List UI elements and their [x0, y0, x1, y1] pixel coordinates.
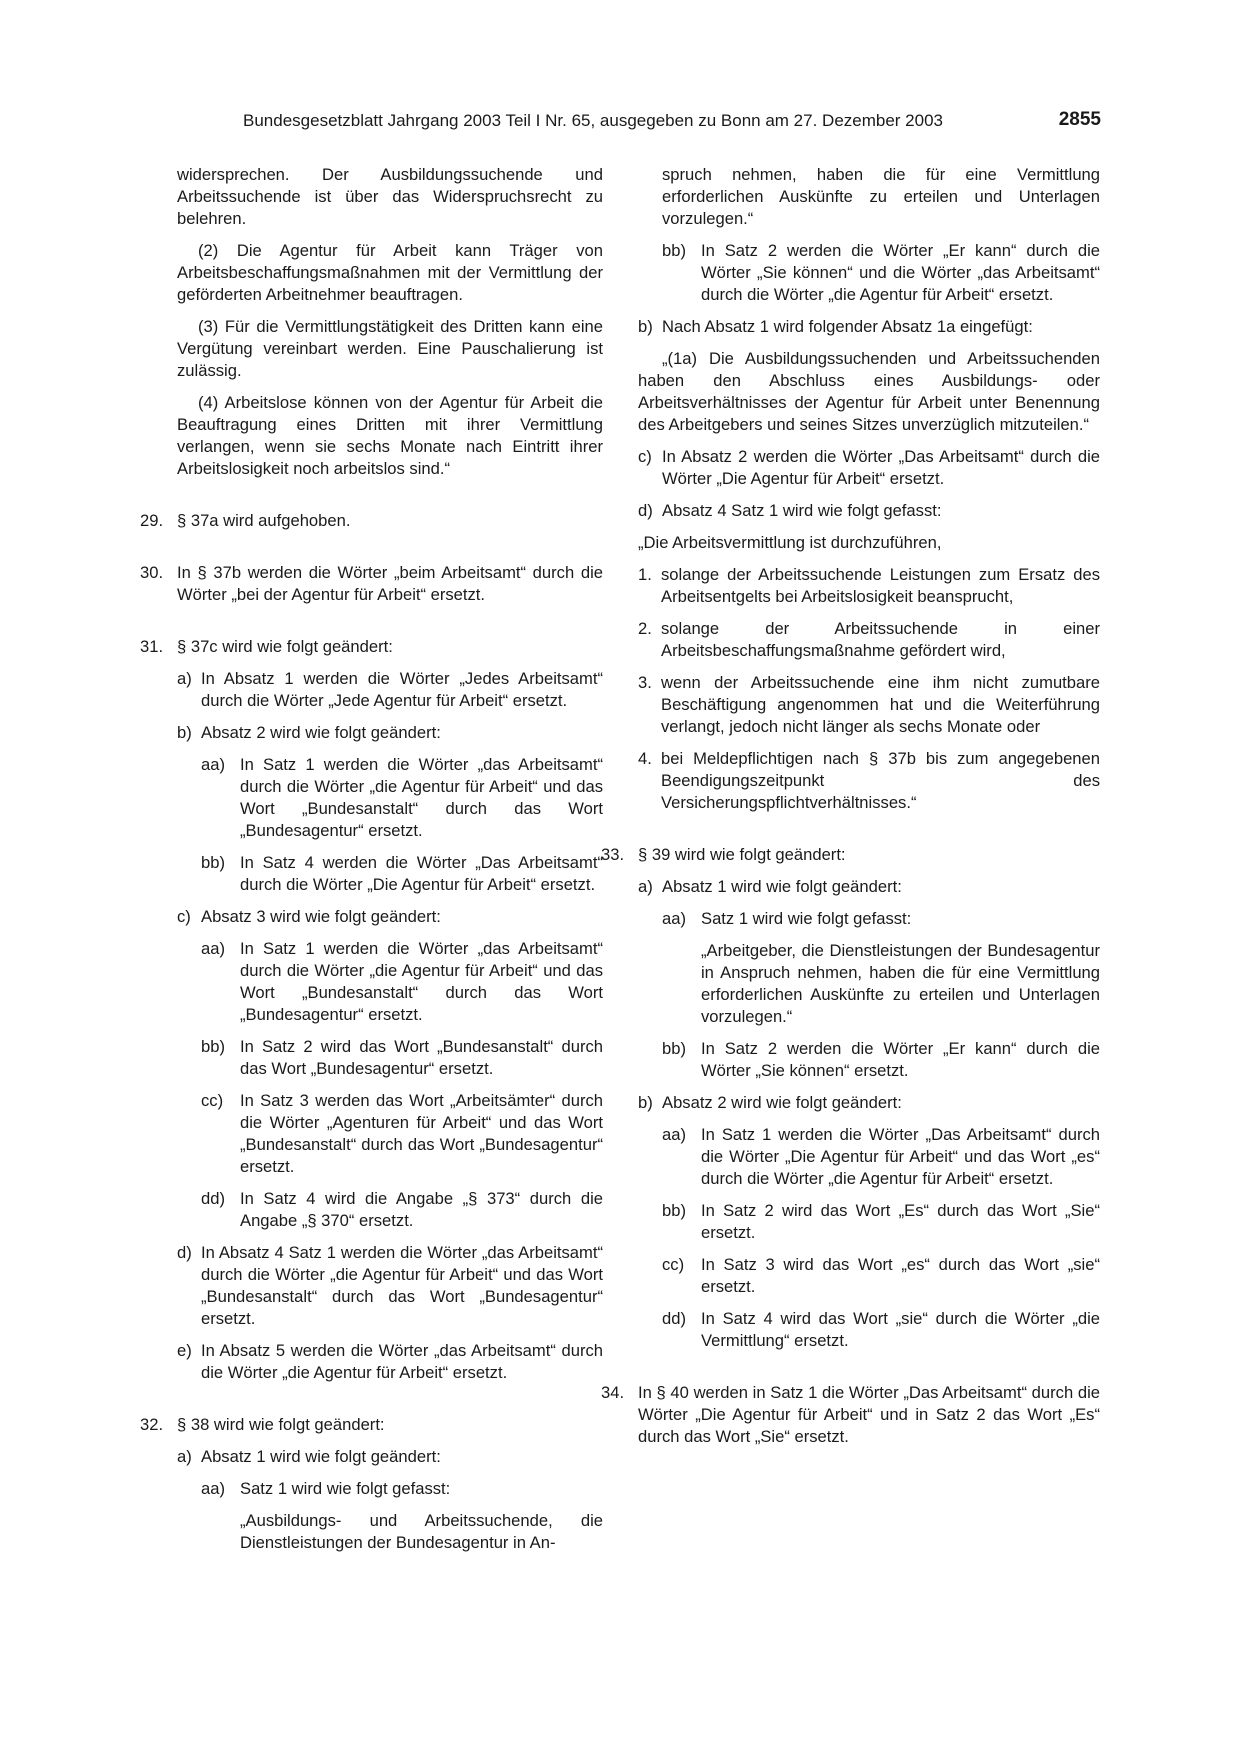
- item-text: § 37c wird wie folgt geändert:: [177, 637, 393, 656]
- item-32-d-1: [638, 564, 1100, 608]
- item-label: bb): [201, 853, 225, 872]
- item-text: § 39 wird wie folgt geändert:: [638, 845, 846, 864]
- item-31-c-cc: [177, 1090, 603, 1178]
- item-text: In Satz 2 wird das Wort „Bundesanstalt“ durch das Wort „Bundesagentur“ ersetzt.: [240, 1037, 603, 1078]
- item-label: cc): [201, 1091, 224, 1110]
- item-text: In Satz 1 werden die Wörter „das Arbeitsamt“ durch die Wörter „die Agentur für Arbeit“ und das Wort „Bundesanstalt“ durch das Wort „Bundesagentur“ ersetzt.: [240, 939, 603, 1024]
- item-label: b): [177, 723, 192, 742]
- item-text: In Satz 1 werden die Wörter „Das Arbeitsamt“ durch die Wörter „Die Agentur für Arbeit“ und das Wort „es“ durch die Wörter „die Agentur für Arbeit“ ersetzt.: [701, 1125, 1100, 1188]
- item-label: aa): [662, 909, 686, 928]
- item-text: In Satz 2 werden die Wörter „Er kann“ durch die Wörter „Sie können“ und die Wörter „das Arbeitsamt“ durch die Wörter „die Agentur für Arbeit“ ersetzt.: [701, 241, 1100, 304]
- item-label: 4.: [638, 749, 652, 768]
- item-33-a-aa: [638, 908, 1100, 930]
- item-label: 32.: [140, 1415, 164, 1434]
- item-31-c-dd: [177, 1188, 603, 1232]
- item-32-b: [638, 316, 1100, 338]
- item-33: [601, 844, 1100, 866]
- item-text: In Absatz 2 werden die Wörter „Das Arbeitsamt“ durch die Wörter „Die Agentur für Arbeit“ ersetzt.: [662, 447, 1100, 488]
- paragraph-2: (2) Die Agentur für Arbeit kann Träger von Arbeitsbeschaffungsmaßnahmen mit der Vermittlung der geförderten Arbeitnehmer beauftragen.: [177, 241, 603, 304]
- page-header: [243, 110, 1101, 140]
- item-label: 31.: [140, 637, 164, 656]
- item-text: Absatz 1 wird wie folgt geändert:: [662, 877, 902, 896]
- item-32-c: [638, 446, 1100, 490]
- item-33-b-bb: [638, 1200, 1100, 1244]
- item-32-a-bb: [638, 240, 1100, 306]
- item-text: In Absatz 1 werden die Wörter „Jedes Arbeitsamt“ durch die Wörter „Jede Agentur für Arbeit“ ersetzt.: [201, 669, 603, 710]
- item-text: In Satz 3 wird das Wort „es“ durch das Wort „sie“ ersetzt.: [701, 1255, 1100, 1296]
- item-label: 3.: [638, 673, 652, 692]
- item-label: dd): [662, 1309, 686, 1328]
- item-text: § 37a wird aufgehoben.: [177, 511, 351, 530]
- item-label: bb): [201, 1037, 225, 1056]
- item-label: bb): [662, 241, 686, 260]
- item-label: 29.: [140, 511, 164, 530]
- item-label: c): [638, 447, 652, 466]
- item-32-a: [177, 1446, 603, 1468]
- quoted-text: „Arbeitgeber, die Dienstleistungen der Bundesagentur in Anspruch nehmen, haben die für eine Vermittlung erforderlichen Auskünfte zu erteilen und Unterlagen vorzulegen.“: [701, 941, 1100, 1026]
- item-33-b-aa: [638, 1124, 1100, 1190]
- item-text: In Satz 4 wird das Wort „sie“ durch die Wörter „die Vermittlung“ ersetzt.: [701, 1309, 1100, 1350]
- item-label: dd): [201, 1189, 225, 1208]
- item-text: In Satz 2 wird das Wort „Es“ durch das Wort „Sie“ ersetzt.: [701, 1201, 1100, 1242]
- item-text: Nach Absatz 1 wird folgender Absatz 1a eingefügt:: [662, 317, 1033, 336]
- quoted-text: „Ausbildungs- und Arbeitssuchende, die Dienstleistungen der Bundesagentur in An-: [240, 1511, 603, 1552]
- item-label: 33.: [601, 845, 625, 864]
- item-label: aa): [201, 755, 225, 774]
- item-label: b): [638, 317, 653, 336]
- item-34: [601, 1382, 1100, 1448]
- item-31-d: [177, 1242, 603, 1330]
- item-label: cc): [662, 1255, 685, 1274]
- item-31-e: [177, 1340, 603, 1384]
- item-label: 30.: [140, 563, 164, 582]
- item-label: c): [177, 907, 191, 926]
- page-number: 2855: [1058, 109, 1101, 130]
- item-text: In Satz 3 werden das Wort „Arbeitsämter“ durch die Wörter „Agenturen für Arbeit“ und das Wort „Bundesanstalt“ durch das Wort „Bundesagentur“ ersetzt.: [240, 1091, 603, 1176]
- item-label: 34.: [601, 1383, 625, 1402]
- item-label: d): [638, 501, 653, 520]
- item-31-b-aa: [177, 754, 603, 842]
- item-31: [140, 636, 603, 658]
- item-33-b-cc: [638, 1254, 1100, 1298]
- quoted-text: spruch nehmen, haben die für eine Vermittlung erforderlichen Auskünfte zu erteilen und Unterlagen vorzulegen.“: [662, 165, 1100, 228]
- item-text: Satz 1 wird wie folgt gefasst:: [701, 909, 912, 928]
- item-30: [140, 562, 603, 606]
- quote-32-a-aa: [177, 1510, 603, 1554]
- item-31-c-aa: [177, 938, 603, 1026]
- item-label: a): [638, 877, 653, 896]
- item-33-a-bb: [638, 1038, 1100, 1082]
- quote-32-d: [638, 532, 1100, 554]
- quote-33-a-aa: [638, 940, 1100, 1028]
- item-31-a: [177, 668, 603, 712]
- item-label: e): [177, 1341, 192, 1360]
- item-text: In § 40 werden in Satz 1 die Wörter „Das Arbeitsamt“ durch die Wörter „Die Agentur für Arbeit“ und in Satz 2 das Wort „Es“ durch das Wort „Sie“ ersetzt.: [638, 1383, 1100, 1446]
- item-label: bb): [662, 1039, 686, 1058]
- item-text: In § 37b werden die Wörter „beim Arbeitsamt“ durch die Wörter „bei der Agentur für Arbeit“ ersetzt.: [177, 563, 603, 604]
- item-text: wenn der Arbeitssuchende eine ihm nicht zumutbare Beschäftigung angenommen hat und die Weiterführung verlangt, jedoch nicht länger als sechs Monate oder: [661, 673, 1100, 736]
- item-label: 2.: [638, 619, 652, 638]
- item-label: 1.: [638, 565, 652, 584]
- item-31-c-bb: [177, 1036, 603, 1080]
- item-label: d): [177, 1243, 192, 1262]
- item-text: Absatz 1 wird wie folgt geändert:: [201, 1447, 441, 1466]
- item-text: Absatz 2 wird wie folgt geändert:: [662, 1093, 902, 1112]
- item-text: In Satz 4 werden die Wörter „Das Arbeitsamt“ durch die Wörter „Die Agentur für Arbeit“ ersetzt.: [240, 853, 603, 894]
- item-text: Satz 1 wird wie folgt gefasst:: [240, 1479, 451, 1498]
- item-label: aa): [662, 1125, 686, 1144]
- right-column: [601, 164, 1100, 1448]
- item-33-b-dd: [638, 1308, 1100, 1352]
- item-text: bei Meldepflichtigen nach § 37b bis zum angegebenen Beendigungszeitpunkt des Versicherungspflichtverhältnisses.“: [661, 749, 1100, 812]
- quoted-text: „(1a) Die Ausbildungssuchenden und Arbeitssuchenden haben den Abschluss eines Ausbildungs- oder Arbeitsverhältnisses der Agentur für Arbeit unter Benennung des Arbeitgebers und seines Sitzes unverzüglich mitzuteilen.“: [638, 349, 1100, 434]
- item-32-d: [638, 500, 1100, 522]
- item-31-b-bb: [177, 852, 603, 896]
- paragraph-continuation: widersprechen. Der Ausbildungssuchende und Arbeitssuchende ist über das Widerspruchsrecht zu belehren.: [177, 165, 603, 228]
- quoted-text: „Die Arbeitsvermittlung ist durchzuführen,: [638, 533, 942, 552]
- paragraph-4: (4) Arbeitslose können von der Agentur für Arbeit die Beauftragung eines Dritten mit ihrer Vermittlung verlangen, wenn sie sechs Monate nach Eintritt ihrer Arbeitslosigkeit noch arbeitslos sind.“: [177, 393, 603, 478]
- item-text: Absatz 3 wird wie folgt geändert:: [201, 907, 441, 926]
- item-label: b): [638, 1093, 653, 1112]
- item-32-a-aa: [177, 1478, 603, 1500]
- header-title: Bundesgesetzblatt Jahrgang 2003 Teil I Nr. 65, ausgegeben zu Bonn am 27. Dezember 2003: [243, 111, 943, 130]
- item-32: [140, 1414, 603, 1436]
- quote-continuation: [638, 164, 1100, 230]
- item-text: In Satz 2 werden die Wörter „Er kann“ durch die Wörter „Sie können“ ersetzt.: [701, 1039, 1100, 1080]
- item-label: a): [177, 669, 192, 688]
- item-32-d-2: [638, 618, 1100, 662]
- item-text: solange der Arbeitssuchende Leistungen zum Ersatz des Arbeitsentgelts bei Arbeitslosigkeit beansprucht,: [661, 565, 1100, 606]
- item-32-d-4: [638, 748, 1100, 814]
- item-31-c: [177, 906, 603, 928]
- item-label: aa): [201, 1479, 225, 1498]
- item-label: aa): [201, 939, 225, 958]
- item-33-a: [638, 876, 1100, 898]
- item-label: bb): [662, 1201, 686, 1220]
- quote-32-b: [638, 348, 1100, 436]
- item-text: § 38 wird wie folgt geändert:: [177, 1415, 385, 1434]
- item-text: Absatz 4 Satz 1 wird wie folgt gefasst:: [662, 501, 942, 520]
- item-label: a): [177, 1447, 192, 1466]
- item-33-b: [638, 1092, 1100, 1114]
- item-text: In Absatz 5 werden die Wörter „das Arbeitsamt“ durch die Wörter „die Agentur für Arbeit“ ersetzt.: [201, 1341, 603, 1382]
- item-text: In Satz 1 werden die Wörter „das Arbeitsamt“ durch die Wörter „die Agentur für Arbeit“ und das Wort „Bundesanstalt“ durch das Wort „Bundesagentur“ ersetzt.: [240, 755, 603, 840]
- left-column: [140, 164, 603, 1554]
- item-text: solange der Arbeitssuchende in einer Arbeitsbeschaffungsmaßnahme gefördert wird,: [661, 619, 1100, 660]
- item-text: Absatz 2 wird wie folgt geändert:: [201, 723, 441, 742]
- item-31-b: [177, 722, 603, 744]
- paragraph-3: (3) Für die Vermittlungstätigkeit des Dritten kann eine Vergütung vereinbart werden. Eine Pauschalierung ist zulässig.: [177, 317, 603, 380]
- item-text: In Absatz 4 Satz 1 werden die Wörter „das Arbeitsamt“ durch die Wörter „die Agentur für Arbeit“ und das Wort „Bundesanstalt“ durch das Wort „Bundesagentur“ ersetzt.: [201, 1243, 603, 1328]
- item-32-d-3: [638, 672, 1100, 738]
- item-29: [140, 510, 603, 532]
- item-text: In Satz 4 wird die Angabe „§ 373“ durch die Angabe „§ 370“ ersetzt.: [240, 1189, 603, 1230]
